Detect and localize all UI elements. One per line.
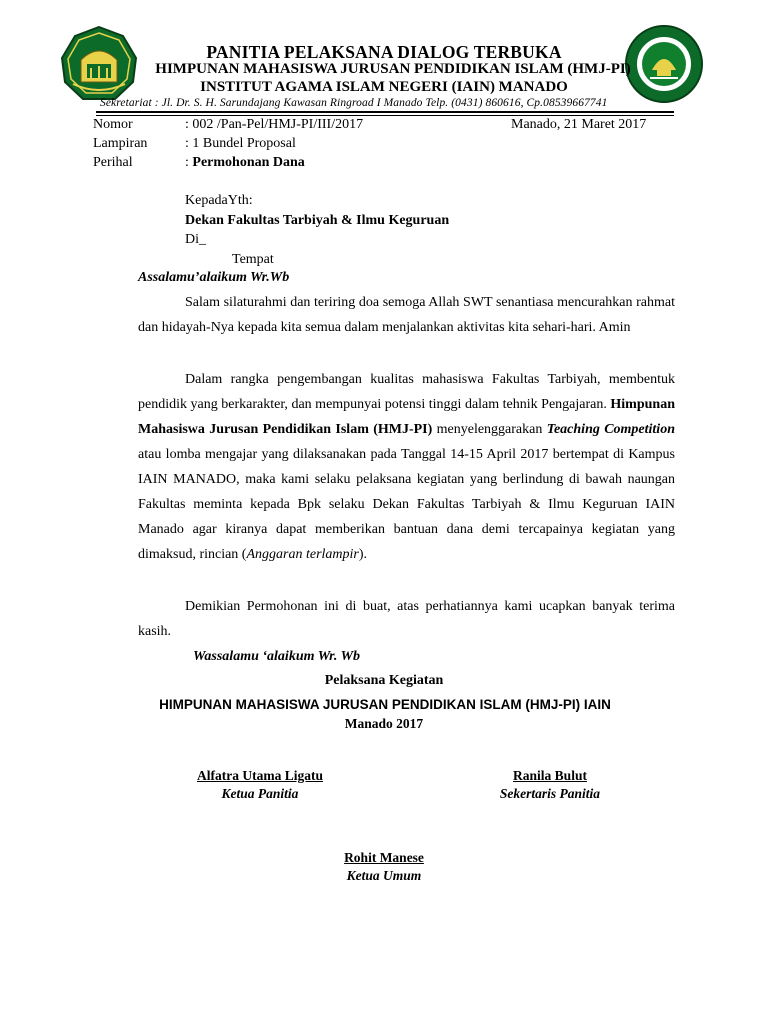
letter-date: Manado, 21 Maret 2017 <box>511 117 647 132</box>
signature-name: Rohit Manese <box>344 850 424 865</box>
header-title: PANITIA PELAKSANA DIALOG TERBUKA <box>206 42 562 62</box>
signature-name: Ranila Bulut <box>513 768 587 783</box>
closing-org-year: Manado 2017 <box>344 716 424 731</box>
lampiran-label: Lampiran <box>93 136 148 151</box>
perihal-label: Perihal <box>93 155 133 170</box>
closing-org: HIMPUNAN MAHASISWA JURUSAN PENDIDIKAN ISLAM (HMJ-PI) IAIN <box>159 697 611 712</box>
signature-role: Ketua Panitia <box>221 786 299 801</box>
recipient-kepada: KepadaYth: <box>185 193 253 208</box>
signature-name: Alfatra Utama Ligatu <box>197 768 323 783</box>
signature-ketua-panitia <box>150 768 370 802</box>
closing-wassalam: Wassalamu ‘alaikum Wr. Wb <box>193 649 361 664</box>
signature-ketua-umum <box>274 850 494 884</box>
header-divider <box>96 111 674 113</box>
header-org: HIMPUNAN MAHASISWA JURUSAN PENDIDIKAN ISLAM (HMJ-PI) <box>155 61 631 77</box>
body-paragraph-1: Salam silaturahmi dan teriring doa semoga Allah SWT senantiasa mencurahkan rahmat dan hidayah-Nya kepada kita semua dalam menjalankan aktivitas kita sehari-hari. Amin <box>138 295 675 335</box>
recipient-tempat: Tempat <box>232 252 274 267</box>
nomor-label: Nomor <box>93 117 133 132</box>
closing-pelaksana: Pelaksana Kegiatan <box>324 673 444 688</box>
body-paragraph-2: Dalam rangka pengembangan kualitas mahasiswa Fakultas Tarbiyah, membentuk pendidik yang berkarakter, dan mempunyai potensi tinggi dalam tehnik Pengajaran. Himpunan Mahasiswa Jurusan Pendidikan Islam (HMJ-PI) menyelenggarakan Teaching Competition atau lomba mengajar yang dilaksanakan pada Tanggal 14-15 April 2017 bertempat di Kampus IAIN MANADO, maka kami selaku pelaksana kegiatan yang berlindung di bawah naungan Fakultas meminta kepada Bpk selaku Dekan Fakultas Tarbiyah & Ilmu Keguruan IAIN Manado agar kiranya dapat memberikan bantuan dana demi tercapainya kegiatan yang dimaksud, rincian (Anggaran terlampir). <box>138 372 675 562</box>
header-institute: INSTITUT AGAMA ISLAM NEGERI (IAIN) MANADO <box>200 79 568 95</box>
signature-sekertaris-panitia <box>440 768 660 802</box>
signature-role: Ketua Umum <box>346 868 422 883</box>
greeting: Assalamu’alaikum Wr.Wb <box>138 270 290 285</box>
recipient-name: Dekan Fakultas Tarbiyah & Ilmu Keguruan <box>185 213 450 228</box>
lampiran-value: : 1 Bundel Proposal <box>185 136 296 151</box>
perihal-value: : Permohonan Dana <box>185 155 305 170</box>
nomor-value: : 002 /Pan-Pel/HMJ-PI/III/2017 <box>185 117 364 132</box>
body-paragraph-3: Demikian Permohonan ini di buat, atas perhatiannya kami ucapkan banyak terima kasih. <box>138 599 675 639</box>
recipient-di: Di_ <box>185 232 206 247</box>
signature-role: Sekertaris Panitia <box>499 786 601 801</box>
header-address: Sekretariat : Jl. Dr. S. H. Sarundajang Kawasan Ringroad I Manado Telp. (0431) 860616, Cp.08539667741 <box>100 97 608 109</box>
